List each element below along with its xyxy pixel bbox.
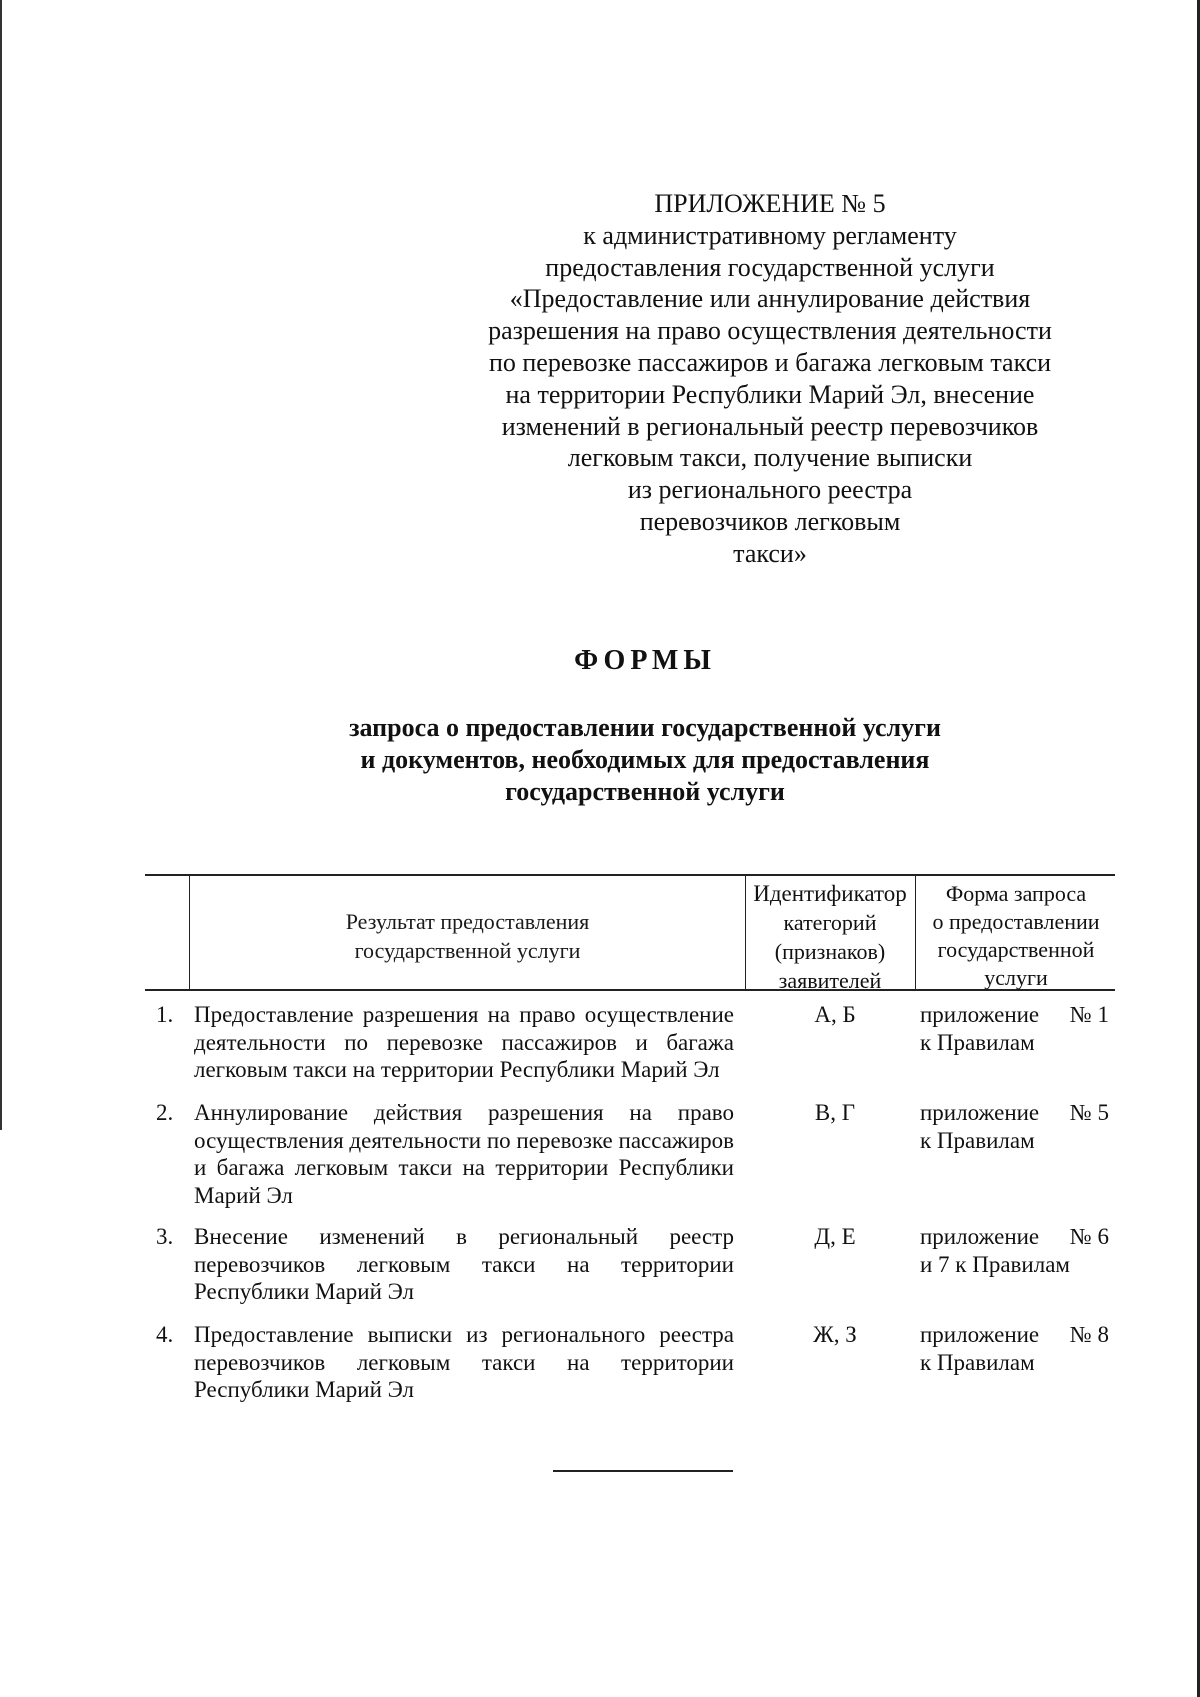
result-line: деятельности по перевозке пассажиров и багажа <box>194 1029 734 1055</box>
row-identifier: Ж, З <box>813 1322 857 1347</box>
row-number: 4. <box>156 1322 174 1347</box>
form-number: № 1 <box>1069 1002 1109 1027</box>
result-line: Республики Марий Эл <box>194 1377 415 1402</box>
form-line <box>917 1321 1115 1349</box>
result-line: перевозчиков легковым такси на территории <box>194 1349 734 1375</box>
form-line <box>917 1223 1115 1251</box>
header-line: перевозчиков легковым <box>639 506 901 536</box>
header-line: из регионального реестра <box>627 475 913 505</box>
row-result <box>194 1321 734 1404</box>
result-line: Аннулирование действия разрешения на право <box>194 1100 734 1125</box>
result-line: Предоставление разрешения на право осуществление <box>194 1002 734 1027</box>
header-form-line: о предоставлении <box>932 909 1100 934</box>
header-form-line: услуги <box>984 965 1048 990</box>
appendix-header <box>450 188 1090 570</box>
row-form <box>917 1223 1115 1278</box>
row-form <box>917 1099 1115 1154</box>
row-identifier: В, Г <box>814 1100 856 1125</box>
row-identifier: А, Б <box>814 1002 856 1027</box>
header-form-line: государственной <box>937 937 1095 962</box>
form-word: приложение <box>920 1002 1040 1027</box>
result-line: осуществления деятельности по перевозке пассажиров <box>194 1127 734 1153</box>
header-result <box>190 907 745 965</box>
form-rest: к Правилам <box>920 1127 1035 1153</box>
subtitle-line: государственной услуги <box>505 777 785 806</box>
row-number: 2. <box>156 1100 174 1125</box>
header-line: по перевозке пассажиров и багажа легковым такси <box>488 347 1052 377</box>
row-number: 3. <box>156 1224 174 1249</box>
form-number: № 5 <box>1069 1100 1109 1125</box>
result-line: легковым такси на территории Республики Марий Эл <box>194 1057 720 1082</box>
header-result-line: государственной услуги <box>354 938 581 963</box>
subtitle-line: запроса о предоставлении государственной услуги <box>349 713 941 742</box>
subtitle-line: и документов, необходимых для предоставления <box>360 745 930 774</box>
table-header <box>145 874 1115 991</box>
header-line: к административному регламенту <box>583 220 957 250</box>
header-identifier-line: Идентификатор <box>753 881 907 906</box>
form-rest: к Правилам <box>920 1349 1035 1375</box>
header-identifier-line: категорий <box>783 910 877 935</box>
header-identifier-line: (признаков) <box>774 939 886 964</box>
result-line: перевозчиков легковым такси на территории <box>194 1251 734 1277</box>
row-result <box>194 1001 734 1084</box>
document-subtitle <box>250 712 1040 808</box>
header-line: ПРИЛОЖЕНИЕ № 5 <box>654 189 886 218</box>
result-line: Внесение изменений в региональный реестр <box>194 1224 734 1249</box>
result-line: Предоставление выписки из регионального реестра <box>194 1322 734 1347</box>
row-identifier: Д, Е <box>814 1224 856 1249</box>
column-divider <box>915 876 916 989</box>
header-result-line: Результат предоставления <box>345 909 590 934</box>
document-title: ФОРМЫ <box>574 645 716 676</box>
header-form-line: Форма запроса <box>945 881 1087 906</box>
forms-table <box>145 874 1115 1402</box>
form-line <box>917 1001 1115 1029</box>
scan-edge-left <box>0 0 2 1130</box>
form-rest: к Правилам <box>920 1029 1035 1055</box>
result-line: и багажа легковым такси на территории Республики <box>194 1155 734 1180</box>
result-line: Марий Эл <box>194 1182 293 1208</box>
form-rest: и 7 к Правилам <box>920 1251 1070 1277</box>
row-result <box>194 1223 734 1306</box>
header-line: изменений в региональный реестр перевозчиков <box>501 411 1039 441</box>
form-word: приложение <box>920 1224 1040 1249</box>
header-identifier <box>745 879 915 995</box>
end-separator-line <box>553 1470 733 1472</box>
header-line: предоставления государственной услуги <box>545 252 995 282</box>
header-line: на территории Республики Марий Эл, внесение <box>505 379 1035 409</box>
header-form <box>917 880 1115 992</box>
form-number: № 8 <box>1069 1322 1109 1347</box>
result-line: Республики Марий Эл <box>194 1279 415 1304</box>
header-line: разрешения на право осуществления деятельности <box>488 316 1052 346</box>
header-line: легковым такси, получение выписки <box>567 443 973 473</box>
form-word: приложение <box>920 1100 1040 1125</box>
row-form <box>917 1321 1115 1376</box>
row-result <box>194 1099 734 1209</box>
form-number: № 6 <box>1069 1224 1109 1249</box>
header-identifier-line: заявителей <box>778 968 882 993</box>
header-line: такси» <box>733 538 807 568</box>
row-number: 1. <box>156 1002 174 1027</box>
form-line <box>917 1099 1115 1127</box>
header-line: «Предоставление или аннулирование действия <box>509 284 1031 314</box>
form-word: приложение <box>920 1322 1040 1347</box>
row-form <box>917 1001 1115 1056</box>
